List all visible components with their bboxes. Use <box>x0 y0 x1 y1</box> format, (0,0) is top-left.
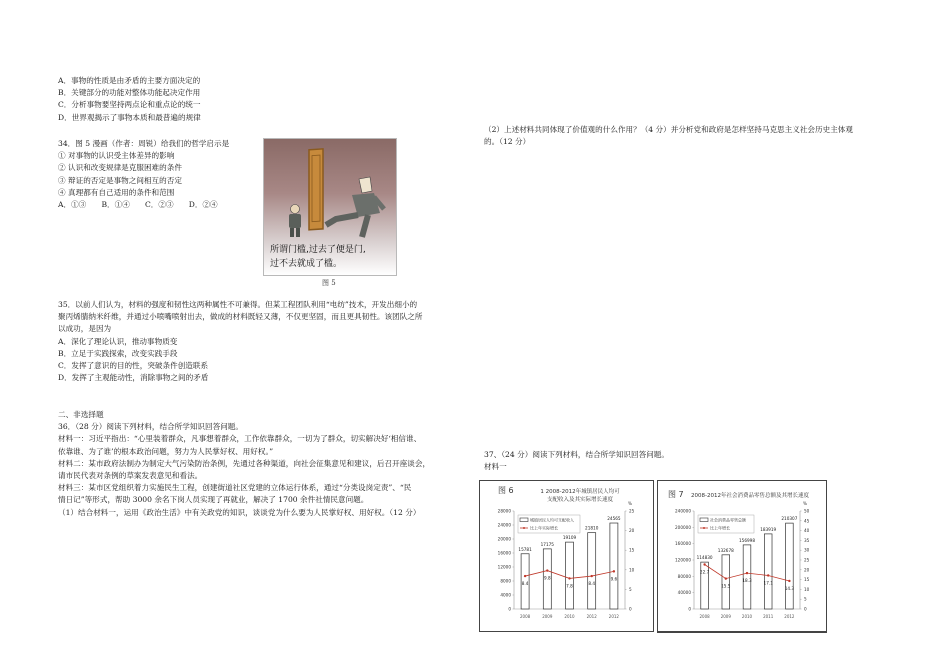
svg-text:7.8: 7.8 <box>566 583 573 589</box>
figure-7-svg <box>658 481 826 631</box>
svg-text:183919: 183919 <box>760 526 777 532</box>
svg-text:社会消费品零售总额: 社会消费品零售总额 <box>710 517 746 523</box>
svg-text:50: 50 <box>804 508 810 514</box>
figure-7-chart <box>657 480 827 633</box>
svg-text:2012: 2012 <box>586 614 597 619</box>
svg-text:比上年增长: 比上年增长 <box>710 525 730 531</box>
svg-text:19109: 19109 <box>562 535 577 541</box>
q35-option-c: C．发挥了意识的目的性，突破条件创造联系 <box>58 361 209 371</box>
svg-text:12000: 12000 <box>497 564 511 570</box>
section-2 <box>58 409 430 519</box>
figure-6-svg <box>480 481 653 631</box>
bar <box>743 545 751 609</box>
svg-text:17175: 17175 <box>540 541 554 547</box>
bar <box>610 523 618 609</box>
svg-text:城镇居民人均可支配收入: 城镇居民人均可支配收入 <box>530 517 574 523</box>
svg-text:0: 0 <box>688 606 691 612</box>
svg-text:21810: 21810 <box>585 525 599 531</box>
q36-part2-line-2: 的。（12 分） <box>484 137 531 147</box>
q34-item-3: ③ 辩证的否定是事物之间相互的否定 <box>58 175 182 185</box>
figure-5-cartoon <box>263 138 397 276</box>
svg-text:8.4: 8.4 <box>588 581 596 587</box>
q33-option-a: A．事物的性质是由矛盾的主要方面决定的 <box>58 76 201 85</box>
q34-options: A．①③ B．①④ C．②③ D．②④ <box>58 200 218 210</box>
q36-line-5: 请市民代表对条例的草案发表意见和看法。 <box>58 471 203 481</box>
svg-text:%: % <box>628 501 632 506</box>
svg-text:20: 20 <box>629 528 635 534</box>
q34-stem: 34．图 5 漫画（作者：周锐）给我们的哲学启示是 <box>58 139 230 148</box>
svg-text:2012: 2012 <box>784 614 795 619</box>
svg-text:132678: 132678 <box>717 547 734 553</box>
chart-title: 1 2008-2012年城镇居民人均可 <box>540 489 620 495</box>
svg-text:120000: 120000 <box>675 557 691 563</box>
q35-stem-line-2: 聚丙烯腈纳米纤维，并通过小喷嘴喷射出去，做成的材料既轻又薄，不仅更坚固，而且更具韧性。该团队之所 <box>58 312 423 322</box>
q36-part2-line-1: （2）上述材料共同体现了价值观的什么作用？（4 分）并分析党和政府是怎样坚持马克思主义社会历史主体观 <box>484 125 853 134</box>
q33-option-c: C．分析事物要坚持两点论和重点论的统一 <box>58 100 201 110</box>
svg-text:8000: 8000 <box>500 578 511 584</box>
figure-6-chart <box>479 480 654 632</box>
bar <box>722 555 730 609</box>
svg-text:160000: 160000 <box>675 541 691 547</box>
svg-text:2010: 2010 <box>741 614 753 619</box>
bar <box>566 542 574 609</box>
svg-text:24565: 24565 <box>607 516 621 522</box>
svg-text:5: 5 <box>629 586 632 592</box>
q35-stem-line-3: 以成功，是因为 <box>58 324 112 334</box>
bar <box>764 534 772 609</box>
svg-text:15: 15 <box>629 547 635 553</box>
question-37 <box>484 449 669 473</box>
svg-text:24000: 24000 <box>497 522 511 528</box>
svg-text:4000: 4000 <box>500 592 511 598</box>
svg-text:2009: 2009 <box>720 614 731 619</box>
svg-text:22.7: 22.7 <box>699 569 710 575</box>
svg-text:16000: 16000 <box>497 550 511 556</box>
svg-text:9.6: 9.6 <box>610 576 618 582</box>
q36-part-2 <box>484 124 853 148</box>
question-34 <box>58 138 229 211</box>
q36-line-4: 材料二：某市政府法制办为制定大气污染防治条例，先通过各种渠道，向社会征集意见和建议，后召开座谈会， <box>58 458 431 468</box>
svg-text:15781: 15781 <box>518 546 532 552</box>
svg-text:156998: 156998 <box>739 537 755 543</box>
svg-text:2008: 2008 <box>520 614 531 619</box>
q35-option-a: A．深化了理论认识，推动事物质变 <box>58 336 178 346</box>
svg-text:2008: 2008 <box>699 614 710 619</box>
q34-item-2: ② 认识和改变规律是克服困难的条件 <box>58 163 182 173</box>
svg-text:%: % <box>803 501 807 506</box>
svg-text:8.4: 8.4 <box>521 581 529 587</box>
svg-text:18.3: 18.3 <box>742 578 752 584</box>
cartoon-text-line2: 过不去就成了槛。 <box>270 259 343 269</box>
svg-text:10: 10 <box>629 567 635 573</box>
svg-text:114830: 114830 <box>696 555 713 561</box>
svg-text:2011: 2011 <box>763 614 774 619</box>
svg-text:17.1: 17.1 <box>763 580 773 586</box>
svg-text:0: 0 <box>629 606 632 612</box>
section-2-heading: 二、非选择题 <box>58 410 104 419</box>
question-35 <box>58 299 423 384</box>
svg-text:0: 0 <box>508 606 511 612</box>
svg-text:20: 20 <box>804 567 810 573</box>
q33-option-d: D．世界观揭示了事物本质和最普遍的规律 <box>58 112 201 122</box>
svg-text:2012: 2012 <box>608 614 619 619</box>
q37-line-1: 37、（24 分）阅读下列材料，结合所学知识回答问题。 <box>484 450 669 459</box>
svg-text:20000: 20000 <box>497 536 511 542</box>
svg-text:比上年实际增长: 比上年实际增长 <box>530 525 558 531</box>
q36-line-1: 36．（28 分）阅读下列材料，结合所学知识回答问题。 <box>58 422 243 432</box>
q35-option-b: B．立足于实践探索，改变实践手段 <box>58 348 178 358</box>
q36-line-3: 依靠谁、为了谁’的根本政治问题，努力为人民掌好权、用好权。” <box>58 446 274 456</box>
svg-text:15.5: 15.5 <box>721 583 731 589</box>
svg-text:25: 25 <box>804 557 810 563</box>
svg-text:30: 30 <box>804 547 810 553</box>
svg-text:15: 15 <box>804 577 810 583</box>
q33-options <box>58 75 201 124</box>
chart-title-2: 支配收入及其实际增长速度 <box>546 497 614 503</box>
q33-option-b: B．关键部分的功能对整体功能起决定作用 <box>58 88 201 98</box>
svg-text:200000: 200000 <box>675 524 691 530</box>
bar <box>786 523 794 609</box>
svg-text:25: 25 <box>629 508 635 514</box>
svg-text:0: 0 <box>804 606 807 612</box>
svg-text:9.8: 9.8 <box>543 575 551 581</box>
svg-text:2009: 2009 <box>542 614 553 619</box>
svg-text:14.3: 14.3 <box>784 585 795 591</box>
q35-option-d: D．发挥了主观能动性，消除事物之间的矛盾 <box>58 373 209 383</box>
svg-text:28000: 28000 <box>497 508 511 514</box>
figure-label: 图 6 <box>498 486 514 495</box>
svg-text:240000: 240000 <box>675 508 691 514</box>
q36-line-7: 情日记”等形式，帮助 3000 余名下岗人员实现了再就业，解决了 1700 余件社情民意问题。 <box>58 495 369 505</box>
chart-title: 2008-2012年社会消费品零售总额及其增长速度 <box>691 493 809 499</box>
svg-text:35: 35 <box>804 537 810 543</box>
q35-stem-line-1: 35．以前人们认为，材料的强度和韧性这两种属性不可兼得。但某工程团队利用“电纺”技术，开发出细小的 <box>58 300 418 309</box>
q34-item-4: ④ 真理都有自己适用的条件和范围 <box>58 187 175 197</box>
svg-text:40: 40 <box>804 528 810 534</box>
svg-text:40000: 40000 <box>677 590 691 596</box>
q34-item-1: ① 对事物的认识受主体差异的影响 <box>58 151 175 161</box>
svg-text:80000: 80000 <box>677 573 691 579</box>
q36-line-6: 材料三：某市区党组织着力实施民生工程，创建街道社区党建的立体运行体系，通过“分类设岗定责”、“民 <box>58 483 412 493</box>
svg-text:210307: 210307 <box>781 516 798 522</box>
q36-line-8: （1）结合材料一，运用《政治生活》中有关政党的知识，谈谈党为什么要为人民掌好权、用好权。（12 分） <box>58 507 421 517</box>
q36-line-2: 材料一：习近平指出：“心里装着群众，凡事想着群众，工作依靠群众，一切为了群众，切实解决好‘相信谁、 <box>58 434 422 444</box>
figure-5-caption: 图 5 <box>322 279 336 287</box>
svg-text:10: 10 <box>804 586 810 592</box>
svg-text:5: 5 <box>804 596 807 602</box>
svg-text:45: 45 <box>804 518 810 524</box>
svg-text:2010: 2010 <box>564 614 575 619</box>
cartoon-text-line1: 所谓门槛,过去了便是门, <box>270 245 366 255</box>
figure-label: 图 7 <box>668 490 684 499</box>
bar <box>588 533 596 609</box>
cartoon-illustration <box>264 139 396 275</box>
q37-line-2: 材料一 <box>484 462 507 472</box>
